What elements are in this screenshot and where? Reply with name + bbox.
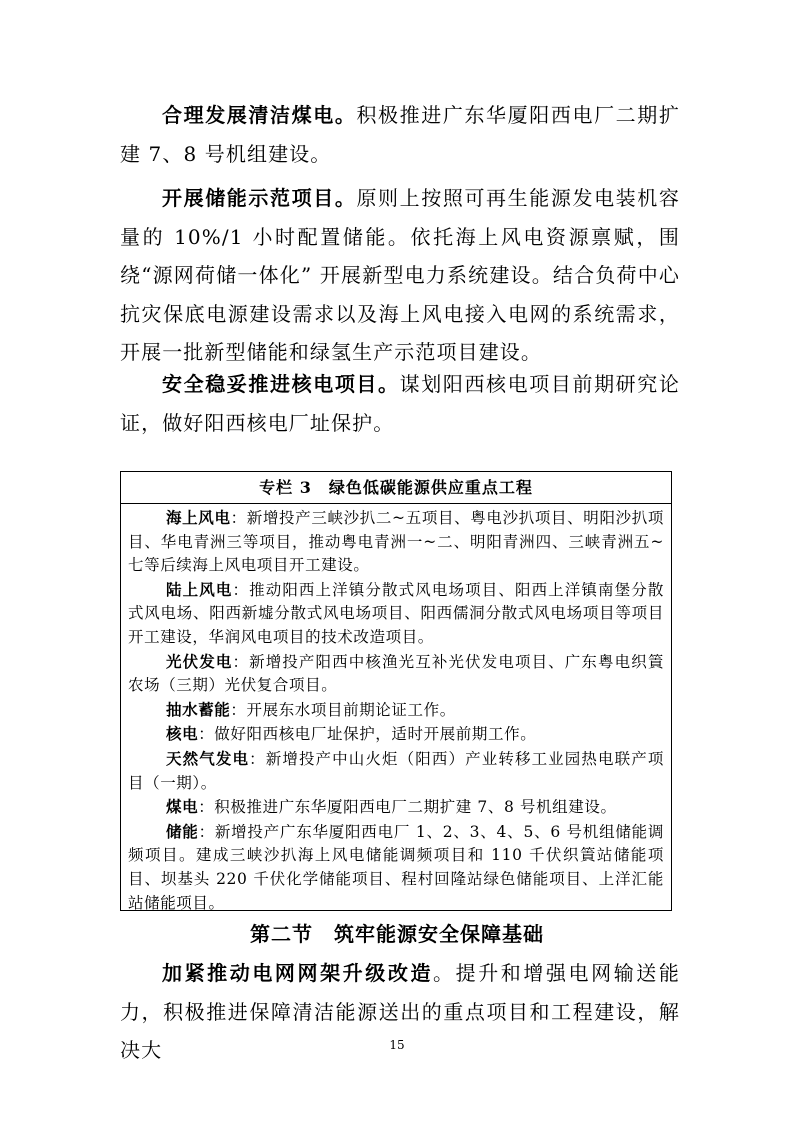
box-item-text: ：新增投产中山火炬（阳西）产业转移工业园热电联产项目（一期）。 [128, 749, 664, 792]
box-item-label: 抽水蓄能 [166, 699, 231, 719]
column-box-title: 专栏 3 绿色低碳能源供应重点工程 [121, 472, 671, 504]
paragraph-text: 积极推进广东华厦阳西电厂二期扩建 7、8 号机组建设。 [120, 103, 680, 166]
box-item-storage [128, 820, 664, 915]
box-item-label: 海上风电 [166, 508, 231, 527]
box-item-nuclear [128, 722, 664, 747]
box-item-text: ：做好阳西核电厂址保护，适时开展前期工作。 [198, 725, 537, 744]
box-item-text: ：新增投产阳西中核渔光互补光伏发电项目、广东粤电织篢农场（三期）光伏复合项目。 [128, 652, 664, 695]
box-item-text: ：开展东水项目前期论证工作。 [230, 700, 456, 719]
box-item-offshore-wind [128, 506, 664, 578]
box-item-onshore-wind [128, 578, 664, 650]
page-number: 15 [389, 1038, 405, 1052]
paragraph-text: 谋划阳西核电项目前期研究论证，做好阳西核电厂址保护。 [120, 372, 680, 435]
box-item-label: 陆上风电 [166, 579, 233, 599]
box-item-label: 储能 [166, 821, 199, 841]
box-item-label: 天然气发电 [166, 748, 250, 768]
box-item-label: 煤电 [166, 797, 199, 817]
box-item-natural-gas [128, 747, 664, 795]
box-item-label: 核电 [166, 724, 199, 744]
paragraph-heading: 安全稳妥推进核电项目。 [162, 372, 400, 396]
paragraph-energy-storage [120, 179, 680, 372]
box-item-pumped-storage [128, 698, 664, 723]
box-item-text: ：新增投产广东华厦阳西电厂 1、2、3、4、5、6 号机组储能调频项目。建成三峡沙扒海上风电储能调频项目和 110 千伏织篢站储能项目、坝基头 220 千伏化学储能项目、程村回隆站绿色储能项目、上洋汇能站储能项目。 [128, 822, 665, 912]
paragraph-clean-coal [120, 96, 680, 173]
column-box-body [121, 504, 671, 915]
box-item-solar [128, 650, 664, 698]
paragraph-text: 。提升和增强电网输送能力，积极推进保障清洁能源送出的重点项目和工程建设，解决大 [120, 961, 680, 1062]
box-item-text: ：新增投产三峡沙扒二~五项目、粤电沙扒项目、明阳沙扒项目、华电青洲三等项目，推动粤电青洲一~二、明阳青洲四、三峡青洲五~七等后续海上风电项目开工建设。 [128, 509, 664, 575]
paragraph-heading: 加紧推动电网网架升级改造 [162, 961, 434, 985]
box-item-text: ：推动阳西上洋镇分散式风电场项目、阳西上洋镇南堡分散式风电场、阳西新墟分散式风电场项目、阳西儒洞分散式风电场项目等项目开工建设，华润风电项目的技术改造项目。 [128, 580, 664, 646]
box-item-text: ：积极推进广东华厦阳西电厂二期扩建 7、8 号机组建设。 [198, 798, 617, 817]
box-item-coal [128, 795, 664, 820]
box-item-label: 光伏发电 [166, 651, 233, 671]
paragraph-heading: 合理发展清洁煤电。 [162, 103, 357, 127]
paragraph-nuclear [120, 365, 680, 442]
paragraph-text: 原则上按照可再生能源发电装机容量的 10%/1 小时配置储能。依托海上风电资源禀赋，围绕“源网荷储一体化” 开展新型电力系统建设。结合负荷中心抗灾保底电源建设需求以及海上风电接入电网的系统需求，开展一批新型储能和绿氢生产示范项目建设。 [120, 186, 680, 364]
column-box-green-energy [120, 471, 672, 911]
paragraph-heading: 开展储能示范项目。 [162, 186, 357, 210]
section-heading: 第二节 筑牢能源安全保障基础 [250, 922, 544, 946]
